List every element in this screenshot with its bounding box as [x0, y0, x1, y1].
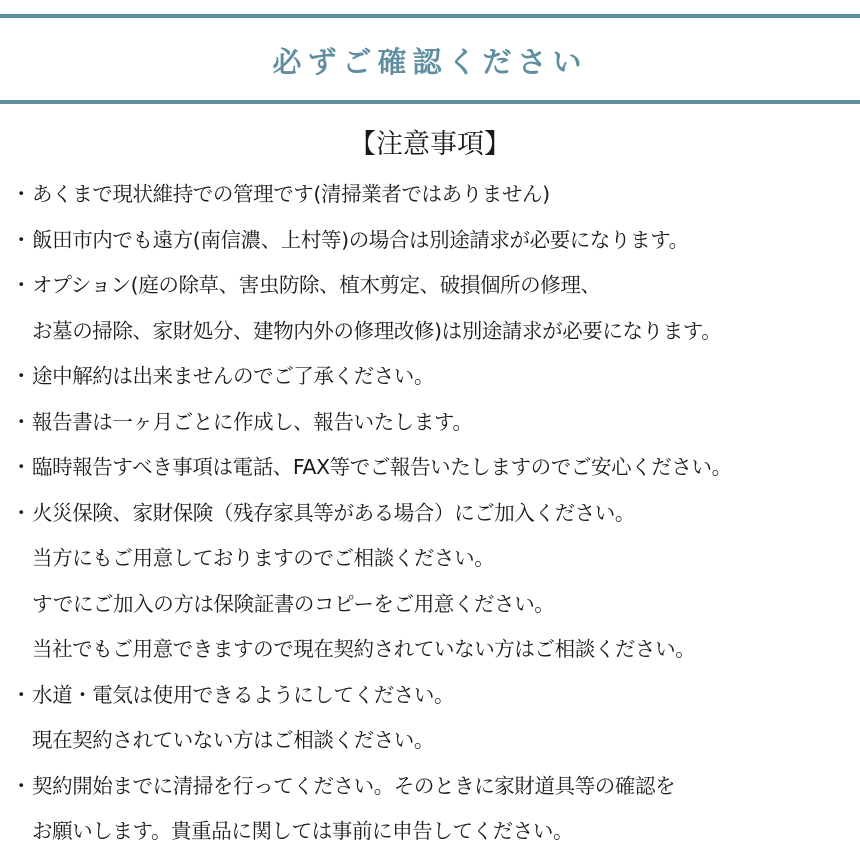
bullet-mark: ・: [10, 682, 32, 707]
note-continuation: [10, 536, 855, 582]
note-text: 報告書は一ヶ月ごとに作成し、報告いたします。: [32, 409, 473, 434]
header-top-rule: [0, 14, 860, 18]
note-continuation: [10, 309, 855, 355]
note-text: お墓の掃除、家財処分、建物内外の修理改修)は別途請求が必要になります。: [32, 318, 722, 343]
bullet-mark: ・: [10, 409, 32, 434]
note-item: [10, 172, 855, 218]
note-item: [10, 218, 855, 264]
note-continuation: [10, 718, 855, 764]
note-text: 契約開始までに清掃を行ってください。そのときに家財道具等の確認を: [32, 773, 676, 798]
note-text: 現在契約されていない方はご相談ください。: [32, 728, 434, 752]
note-text: オプション(庭の除草、害虫防除、植木剪定、破損個所の修理、: [32, 273, 601, 297]
note-text: 臨時報告すべき事項は電話、FAX等でご報告いたしますのでご安心ください。: [32, 455, 732, 479]
section-heading: 【注意事項】: [349, 129, 511, 160]
note-item: [10, 764, 855, 810]
bullet-mark: ・: [10, 455, 32, 479]
notes-list: [10, 172, 855, 855]
bullet-mark: ・: [10, 773, 32, 798]
note-item: [10, 491, 855, 537]
note-text: 火災保険、家財保険（残存家具等がある場合）にご加入ください。: [32, 500, 635, 525]
note-text: 当方にもご用意しておりますのでご相談ください。: [32, 546, 495, 570]
note-text: すでにご加入の方は保険証書のコピーをご用意ください。: [32, 591, 555, 616]
note-continuation: [10, 627, 855, 673]
note-item: [10, 445, 855, 491]
note-continuation: [10, 582, 855, 628]
bullet-mark: ・: [10, 182, 32, 206]
bullet-mark: ・: [10, 364, 32, 388]
note-text: お願いします。貴重品に関しては事前に申告してください。: [32, 819, 574, 843]
note-item: [10, 263, 855, 309]
header-bottom-rule: [0, 100, 860, 104]
bullet-mark: ・: [10, 227, 32, 252]
note-item: [10, 354, 855, 400]
note-text: あくまで現状維持での管理です(清掃業者ではありません): [32, 182, 550, 206]
note-text: 当社でもご用意できますので現在契約されていない方はご相談ください。: [32, 637, 696, 661]
note-text: 水道・電気は使用できるようにしてください。: [32, 682, 455, 707]
note-item: [10, 400, 855, 446]
bullet-mark: ・: [10, 273, 32, 297]
note-item: [10, 673, 855, 719]
page-title: 必ずご確認ください: [272, 45, 588, 79]
bullet-mark: ・: [10, 500, 32, 525]
note-continuation: [10, 809, 855, 855]
note-text: 飯田市内でも遠方(南信濃、上村等)の場合は別途請求が必要になります。: [32, 227, 689, 252]
note-text: 途中解約は出来ませんのでご了承ください。: [32, 364, 434, 388]
